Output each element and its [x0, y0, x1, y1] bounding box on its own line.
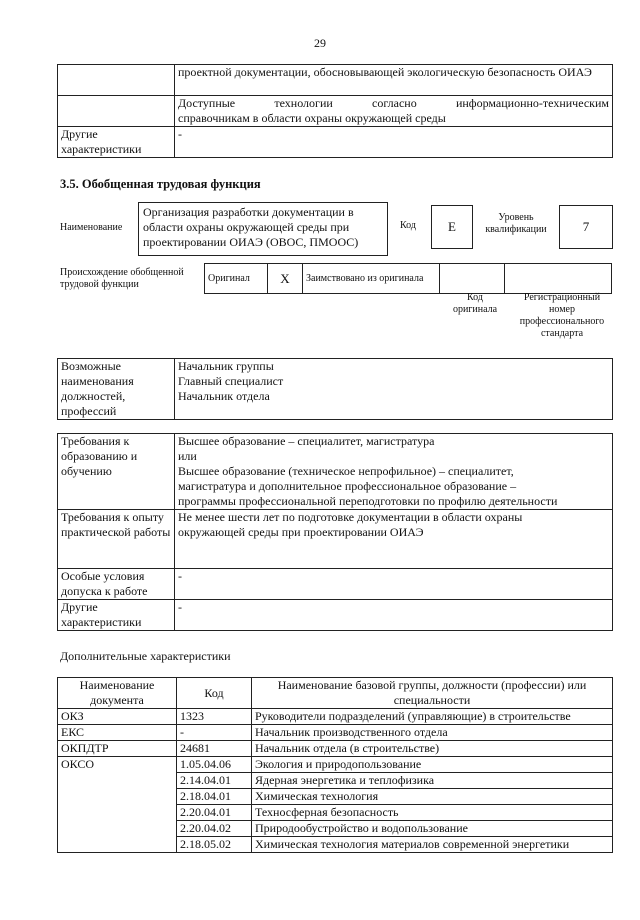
top-table [57, 64, 613, 158]
table-row [58, 741, 613, 757]
origin-borrowed-label: Заимствовано из оригинала [303, 264, 440, 294]
row-doc: ЕКС [58, 725, 177, 741]
table-row [58, 757, 613, 773]
origin-label: Происхождение обобщенной трудовой функции [60, 267, 184, 290]
position-item: Начальник группы [178, 359, 274, 373]
row-code: 2.14.04.01 [177, 773, 252, 789]
origin-code-cell [440, 264, 505, 294]
origin-original-label: Оригинал [205, 264, 268, 294]
requirements-other-label: Другие характеристики [58, 600, 175, 631]
special-conditions-value: - [175, 569, 613, 600]
top-other-label: Другие характеристики [58, 127, 175, 158]
row-name: Химическая технология материалов современной энергетики [252, 837, 613, 853]
requirements-table [57, 433, 613, 631]
top-other-value: - [175, 127, 613, 158]
row-code: 2.18.04.01 [177, 789, 252, 805]
experience-value: Не менее шести лет по подготовке документации в области охраны окружающей среды при проектировании ОИАЭ [175, 510, 613, 569]
row-code: 1323 [177, 709, 252, 725]
section-title: 3.5. Обобщенная трудовая функция [60, 177, 261, 191]
row-code: 2.20.04.01 [177, 805, 252, 821]
row-code: 24681 [177, 741, 252, 757]
row-doc: ОКСО [58, 757, 177, 853]
position-item: Главный специалист [178, 374, 284, 388]
origin-reg-caption: Регистрационный номер профессионального стандарта [519, 292, 605, 339]
header-name: Наименование базовой группы, должности (профессии) или специальности [252, 678, 613, 709]
row-doc: ОКЗ [58, 709, 177, 725]
function-name-box [138, 202, 388, 256]
special-conditions-label: Особые условия допуска к работе [58, 569, 175, 600]
table-row [58, 725, 613, 741]
additional-table [57, 677, 613, 853]
row-name: Природообустройство и водопользование [252, 821, 613, 837]
origin-code-caption: Код оригинала [452, 292, 498, 315]
function-code-value: E [448, 219, 456, 234]
origin-table [204, 263, 612, 294]
position-item: Начальник отдела [178, 389, 270, 403]
row-doc: ОКПДТР [58, 741, 177, 757]
row-name: Техносферная безопасность [252, 805, 613, 821]
experience-label: Требования к опыту практической работы [58, 510, 175, 569]
row-name: Начальник отдела (в строительстве) [252, 741, 613, 757]
row-code: 2.18.05.02 [177, 837, 252, 853]
education-label: Требования к образованию и обучению [58, 434, 175, 510]
header-doc: Наименование документа [58, 678, 177, 709]
row-code: - [177, 725, 252, 741]
row-name: Руководители подразделений (управляющие) в строительстве [252, 709, 613, 725]
top-row-1: проектной документации, обосновывающей экологическую безопасность ОИАЭ [175, 65, 613, 96]
row-code: 1.05.04.06 [177, 757, 252, 773]
function-code-box [431, 205, 473, 249]
positions-label: Возможные наименования должностей, профессий [58, 359, 175, 420]
additional-title: Дополнительные характеристики [60, 649, 231, 663]
positions-table [57, 358, 613, 420]
education-value: Высшее образование – специалитет, магистратура или Высшее образование (техническое непрофильное) – специалитет, магистратура и дополнительное профессиональное образование – программы профессиональной переподготовки по профилю деятельности [175, 434, 613, 510]
origin-reg-cell [505, 264, 612, 294]
header-code: Код [177, 678, 252, 709]
page-number: 29 [314, 36, 326, 50]
origin-original-mark: X [268, 264, 303, 294]
table-row [58, 709, 613, 725]
function-code-label: Код [400, 220, 416, 231]
requirements-other-value: - [175, 600, 613, 631]
row-name: Химическая технология [252, 789, 613, 805]
function-name-value: Организация разработки документации в области охраны окружающей среды при проектировании ОИАЭ (ОВОС, ПМООС) [143, 205, 359, 249]
row-name: Ядерная энергетика и теплофизика [252, 773, 613, 789]
row-code: 2.20.04.02 [177, 821, 252, 837]
qualification-level-box [559, 205, 613, 249]
row-name: Начальник производственного отдела [252, 725, 613, 741]
row-name: Экология и природопользование [252, 757, 613, 773]
top-row-2: Доступные технологии согласно информационно-техническим справочникам в области охраны окружающей среды [175, 96, 613, 127]
qualification-level-value: 7 [582, 219, 590, 234]
positions-list [175, 359, 613, 420]
function-name-label: Наименование [60, 222, 123, 233]
qualification-level-label: Уровень квалификации [485, 212, 547, 235]
